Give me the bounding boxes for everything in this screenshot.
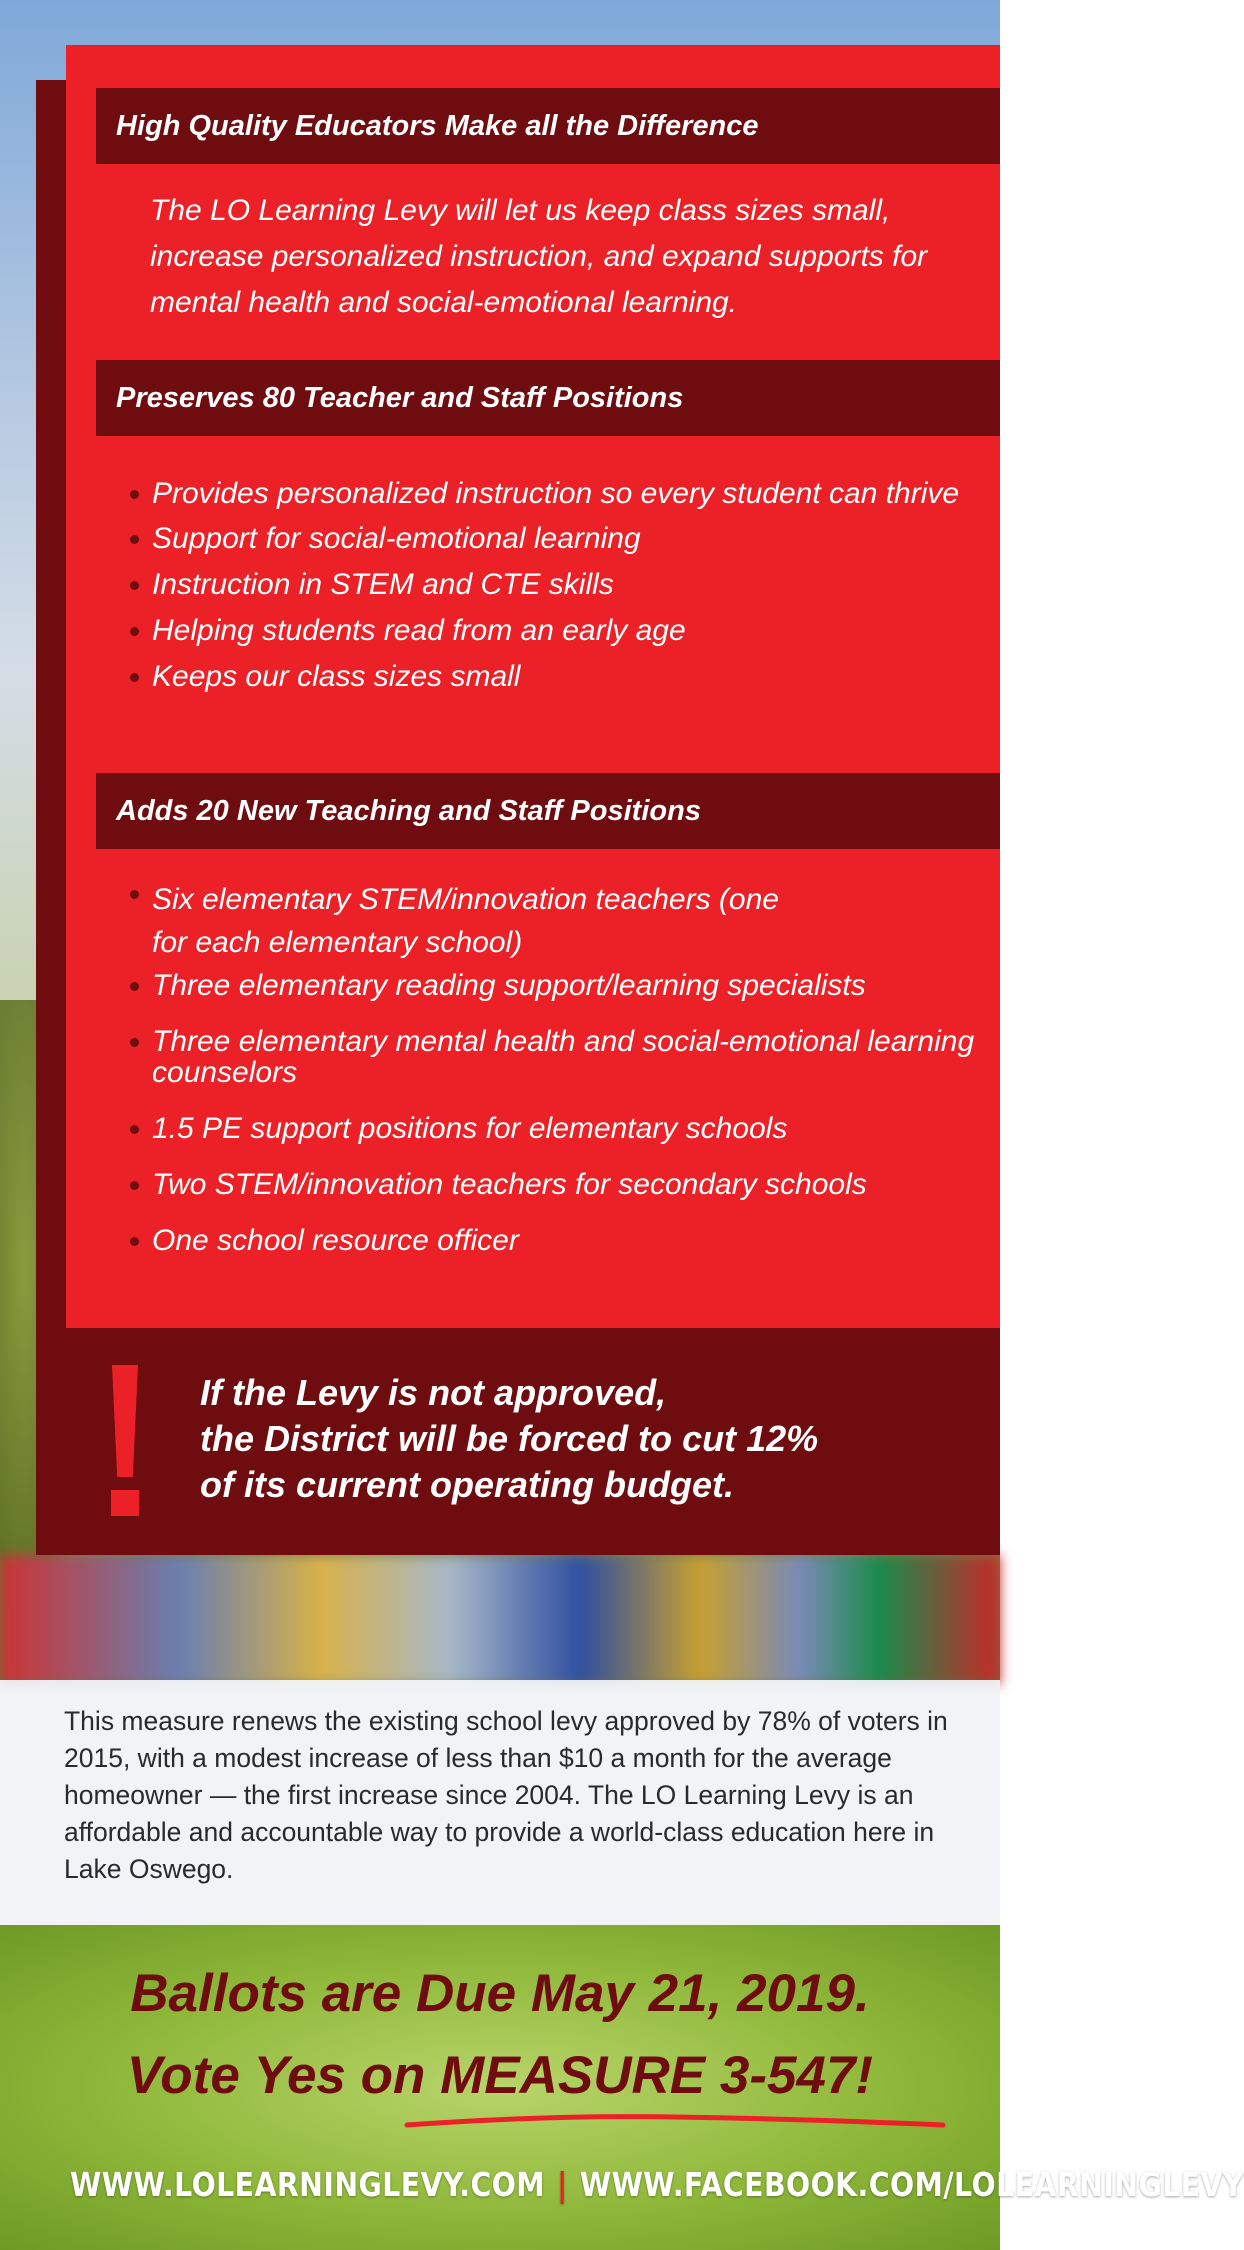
list-item: Two STEM/innovation teachers for secondary schools bbox=[130, 1169, 990, 1200]
warning-line: of its current operating budget. bbox=[200, 1464, 735, 1505]
warning-line: the District will be forced to cut 12% bbox=[200, 1418, 819, 1459]
background-playground bbox=[0, 1555, 1000, 1685]
list-item: Instruction in STEM and CTE skills bbox=[130, 569, 970, 600]
measure-info-paragraph: This measure renews the existing school levy approved by 78% of voters in 2015, with a modest increase of less than $10 a month for the average homeowner — the first increase since 2004. The LO Learning Levy is an affordable and accountable way to provide a world-class education here in Lake Oswego. bbox=[64, 1706, 948, 1884]
intro-paragraph: The LO Learning Levy will let us keep class sizes small, increase personalized instruction, and expand supports for mental health and social-emotional learning. bbox=[150, 194, 928, 319]
list-item: 1.5 PE support positions for elementary schools bbox=[130, 1113, 990, 1144]
list-item: Three elementary mental health and social-emotional learning counselors bbox=[130, 1026, 990, 1088]
footer-separator: | bbox=[556, 2165, 568, 2204]
warning-message bbox=[200, 1370, 960, 1508]
list-item: Support for social-emotional learning bbox=[130, 523, 970, 554]
list-item: Helping students read from an early age bbox=[130, 615, 970, 646]
section-heading-educators: High Quality Educators Make all the Difference bbox=[96, 88, 1000, 164]
list-item: Provides personalized instruction so every student can thrive bbox=[130, 478, 970, 509]
footer-links bbox=[70, 2165, 1244, 2204]
vote-yes-line bbox=[0, 2045, 1000, 2106]
vote-yes-prefix: Vote Yes on bbox=[126, 2046, 441, 2105]
measure-number: MEASURE 3-547! bbox=[440, 2046, 874, 2105]
exclamation-dot bbox=[111, 1490, 139, 1516]
adds-list bbox=[130, 878, 990, 1256]
ballot-deadline: Ballots are Due May 21, 2019. bbox=[130, 1964, 870, 2023]
list-item: Three elementary reading support/learning specialists bbox=[130, 970, 990, 1001]
facebook-link[interactable]: WWW.FACEBOOK.COM/LOLEARNINGLEVY bbox=[579, 2165, 1244, 2204]
warning-line: If the Levy is not approved, bbox=[200, 1372, 667, 1413]
section-heading-preserves: Preserves 80 Teacher and Staff Positions bbox=[96, 360, 1000, 436]
list-item: One school resource officer bbox=[130, 1225, 990, 1256]
section-heading-adds: Adds 20 New Teaching and Staff Positions bbox=[96, 773, 1000, 849]
list-item: Keeps our class sizes small bbox=[130, 661, 970, 692]
exclamation-icon bbox=[108, 1365, 148, 1520]
list-item: Six elementary STEM/innovation teachers (one for each elementary school) bbox=[130, 878, 792, 964]
preserves-list bbox=[130, 478, 970, 692]
measure-underline-swoosh bbox=[405, 2107, 945, 2137]
exclamation-bar bbox=[112, 1365, 138, 1477]
website-link[interactable]: WWW.LOLEARNINGLEVY.COM bbox=[70, 2165, 545, 2204]
